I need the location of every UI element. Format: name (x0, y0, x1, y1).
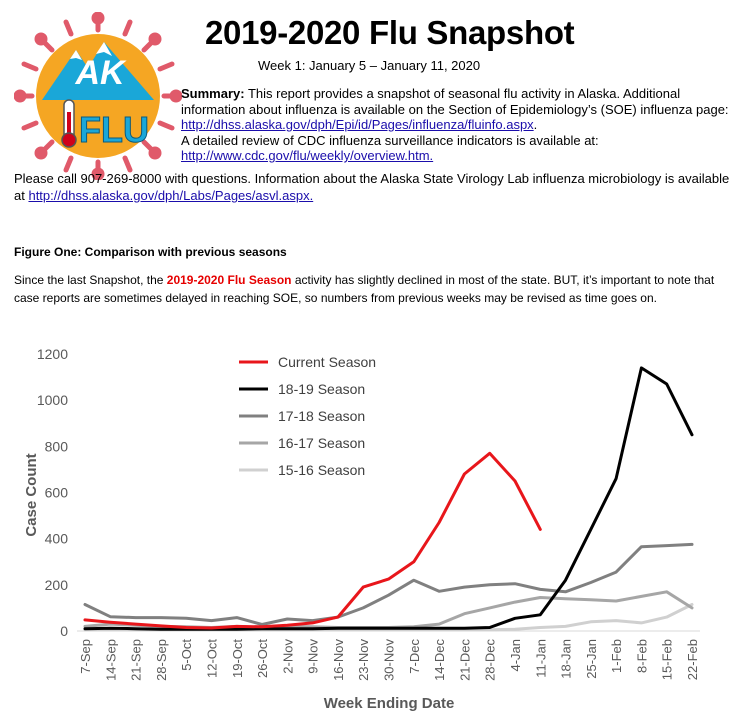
legend-label: 18-19 Season (278, 381, 366, 397)
y-axis-label: Case Count (23, 453, 40, 537)
virology-lab-link[interactable]: http://dhss.alaska.gov/dph/Labs/Pages/asvl.aspx. (28, 188, 314, 203)
x-axis-label: Week Ending Date (323, 695, 455, 712)
summary-label: Summary: (181, 86, 245, 101)
y-tick-label: 0 (60, 623, 68, 639)
season-highlight: 2019-2020 Flu Season (166, 273, 292, 287)
x-tick-label: 21-Sep (128, 639, 144, 681)
x-tick-label: 9-Nov (305, 639, 321, 674)
series-line (85, 453, 540, 628)
series-line (85, 544, 692, 624)
y-tick-label: 800 (44, 438, 68, 455)
y-tick-label: 1200 (36, 346, 68, 362)
x-tick-label: 5-Oct (179, 639, 195, 671)
flu-comparison-chart (0, 335, 739, 712)
x-tick-label: 19-Oct (229, 639, 245, 679)
x-tick-label: 11-Jan (533, 639, 549, 678)
x-tick-label: 28-Dec (482, 639, 498, 681)
x-tick-label: 30-Nov (381, 639, 397, 681)
y-tick-label: 400 (44, 530, 68, 547)
contact-paragraph (14, 170, 730, 204)
x-tick-label: 26-Oct (255, 639, 271, 679)
contact-text: Please call 907-269-8000 with questions. Information about the Alaska State Virology Lab influenza microbiology is available at (14, 171, 730, 203)
cdc-link[interactable]: http://www.cdc.gov/flu/weekly/overview.htm. (181, 148, 434, 163)
x-tick-label: 2-Nov (280, 639, 296, 674)
akflu-logo (14, 12, 182, 180)
y-tick-label: 200 (44, 576, 68, 593)
x-tick-label: 12-Oct (204, 639, 220, 679)
thermometer-icon (62, 100, 76, 147)
series-line (85, 368, 692, 629)
logo-flu-text: FLU (79, 109, 149, 150)
figure-heading: Figure One: Comparison with previous seasons (14, 245, 287, 259)
x-tick-label: 7-Sep (78, 639, 93, 674)
legend-label: 15-16 Season (278, 462, 366, 478)
x-tick-label: 16-Nov (330, 639, 346, 681)
x-tick-label: 14-Sep (103, 639, 119, 681)
y-tick-label: 600 (44, 484, 68, 501)
x-tick-label: 1-Feb (609, 639, 625, 673)
figure-description: Since the last Snapshot, the 2019-2020 Flu Season activity has slightly declined in most of the state. BUT, it’s important to note that case reports are sometimes delayed in reaching SOE, so numbers from previous weeks may be revised as time goes on. (14, 273, 715, 305)
x-tick-label: 7-Dec (406, 639, 422, 674)
week-range: Week 1: January 5 – January 11, 2020 (258, 58, 481, 73)
x-tick-label: 8-Feb (634, 639, 650, 673)
influenza-page-link[interactable]: http://dhss.alaska.gov/dph/Epi/id/Pages/influenza/fluinfo.aspx (181, 117, 534, 132)
x-tick-label: 14-Dec (432, 639, 448, 681)
legend-label: 17-18 Season (278, 408, 366, 424)
x-tick-label: 25-Jan (583, 639, 599, 679)
legend-label: Current Season (278, 354, 377, 370)
chart-legend (239, 354, 376, 478)
x-tick-label: 28-Sep (153, 639, 169, 681)
summary-text: This report provides a snapshot of seasonal flu activity in Alaska. Additional information about influenza is available on the Section of Epidemiology’s (SOE) influenza page: (181, 86, 729, 117)
x-tick-label: 21-Dec (457, 639, 473, 681)
x-tick-label: 18-Jan (558, 639, 574, 679)
x-tick-label: 4-Jan (507, 639, 523, 672)
cdc-review-text: A detailed review of CDC influenza surveillance indicators is available at: (181, 132, 599, 148)
summary-paragraph: Summary: This report provides a snapshot of seasonal flu activity in Alaska. Additional information about influenza is available on the Section of Epidemiology’s (SOE) influenza page: http://dhss.alaska.gov/dph/Epi/id/Pages/influenza/fluinfo.aspx. A detailed review of CDC influenza surveillance indicators is available at: http://www.cdc.gov/flu/weekly/overview.htm. (181, 86, 729, 163)
y-tick-label: 1000 (36, 392, 68, 409)
legend-label: 16-17 Season (278, 435, 366, 451)
page-title: 2019-2020 Flu Snapshot (205, 14, 575, 51)
logo-ak-text: AK (75, 54, 125, 92)
chart-lines (85, 368, 692, 630)
x-tick-label: 15-Feb (659, 639, 675, 681)
x-tick-label: 23-Nov (356, 639, 372, 681)
x-tick-label: 22-Feb (685, 639, 700, 681)
